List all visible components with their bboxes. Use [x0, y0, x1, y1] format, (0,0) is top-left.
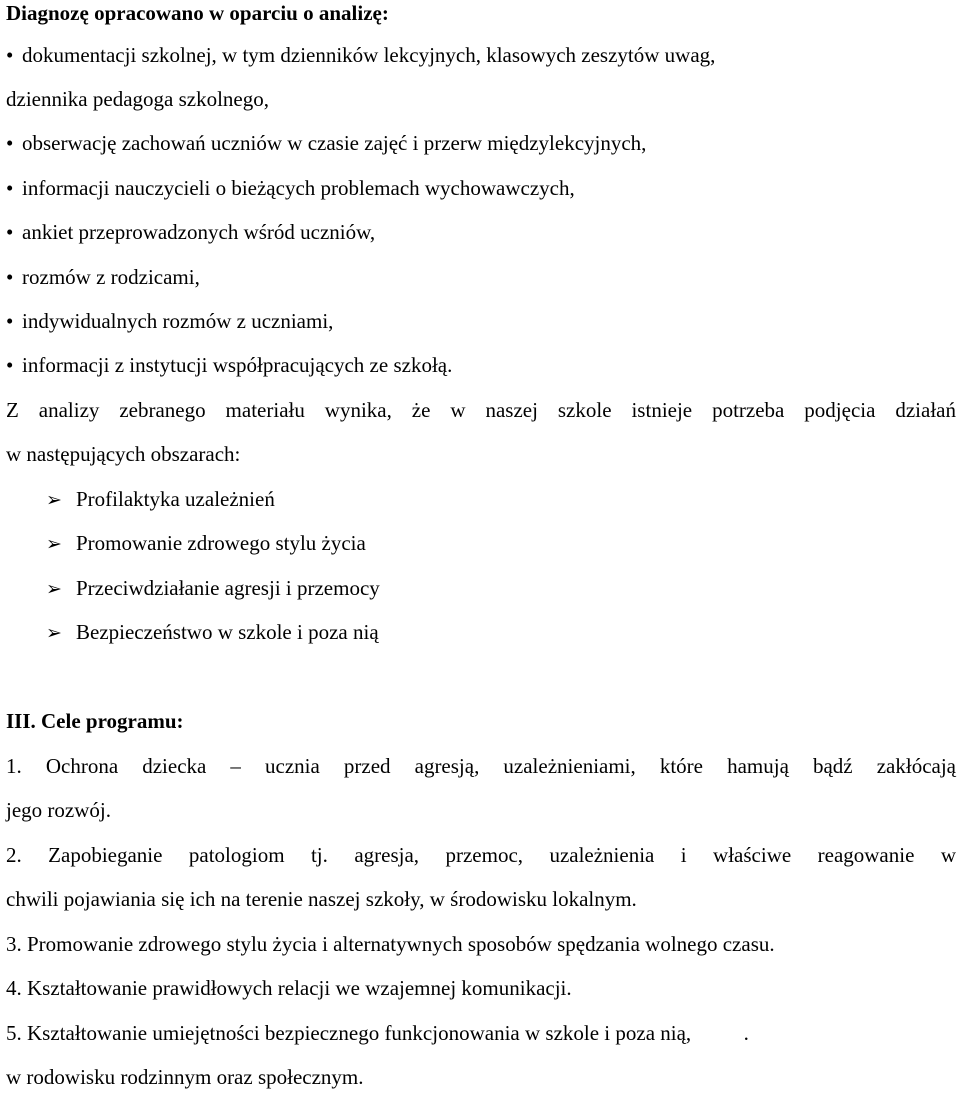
goals-heading: III. Cele programu:	[6, 709, 184, 733]
arrow-bullet-icon: ➢	[46, 623, 62, 644]
bullet-text: obserwację zachowań uczniów w czasie zajęć i przerw międzylekcyjnych,	[22, 131, 647, 155]
bullet-text: indywidualnych rozmów z uczniami,	[22, 309, 334, 333]
bullet-icon: •	[6, 309, 14, 333]
diagnosis-heading: Diagnozę opracowano w oparciu o analizę:	[6, 1, 389, 25]
bullet-icon: •	[6, 353, 14, 377]
goal-line: w rodowisku rodzinnym oraz społecznym.	[6, 1065, 364, 1089]
bullet-icon: •	[6, 43, 14, 67]
goal-line: 1. Ochrona dziecka – ucznia przed agresją, uzależnieniami, które hamują bądź zakłócają	[6, 754, 956, 778]
goal-line: jego rozwój.	[6, 798, 111, 822]
area-item	[46, 575, 956, 603]
area-text: Promowanie zdrowego stylu życia	[76, 531, 366, 555]
bullet-text: informacji z instytucji współpracujących ze szkołą.	[22, 353, 453, 377]
bullet-item	[6, 130, 956, 156]
bullet-icon: •	[6, 265, 14, 289]
bullet-item	[6, 352, 956, 378]
bullet-item	[6, 42, 956, 68]
goal-line: 5. Kształtowanie umiejętności bezpiecznego funkcjonowania w szkole i poza nią, .	[6, 1021, 749, 1045]
bullet-text: ankiet przeprowadzonych wśród uczniów,	[22, 220, 376, 244]
bullet-text: informacji nauczycieli o bieżących problemach wychowawczych,	[22, 176, 575, 200]
area-text: Przeciwdziałanie agresji i przemocy	[76, 576, 380, 600]
bullet-item	[6, 308, 956, 334]
goal-line: chwili pojawiania się ich na terenie naszej szkoły, w środowisku lokalnym.	[6, 887, 637, 911]
area-item	[46, 619, 956, 647]
bullet-text: dokumentacji szkolnej, w tym dzienników lekcyjnych, klasowych zeszytów uwag,	[22, 43, 716, 67]
goal-line: 4. Kształtowanie prawidłowych relacji we wzajemnej komunikacji.	[6, 976, 572, 1000]
analysis-paragraph-line: Z analizy zebranego materiału wynika, że w naszej szkole istnieje potrzeba podjęcia działań	[6, 398, 956, 422]
bullet-continuation: dziennika pedagoga szkolnego,	[6, 87, 269, 111]
goal-line: 2. Zapobieganie patologiom tj. agresja, przemoc, uzależnienia i właściwe reagowanie w	[6, 843, 956, 867]
bullet-icon: •	[6, 176, 14, 200]
bullet-icon: •	[6, 220, 14, 244]
area-item	[46, 530, 956, 558]
bullet-icon: •	[6, 131, 14, 155]
area-item	[46, 486, 956, 514]
arrow-bullet-icon: ➢	[46, 534, 62, 555]
bullet-item	[6, 264, 956, 290]
goal-line: 3. Promowanie zdrowego stylu życia i alternatywnych sposobów spędzania wolnego czasu.	[6, 932, 775, 956]
area-text: Bezpieczeństwo w szkole i poza nią	[76, 620, 379, 644]
arrow-bullet-icon: ➢	[46, 490, 62, 511]
area-text: Profilaktyka uzależnień	[76, 487, 275, 511]
bullet-item	[6, 175, 956, 201]
analysis-paragraph-line: w następujących obszarach:	[6, 442, 241, 466]
bullet-item	[6, 219, 956, 245]
bullet-text: rozmów z rodzicami,	[22, 265, 200, 289]
arrow-bullet-icon: ➢	[46, 579, 62, 600]
